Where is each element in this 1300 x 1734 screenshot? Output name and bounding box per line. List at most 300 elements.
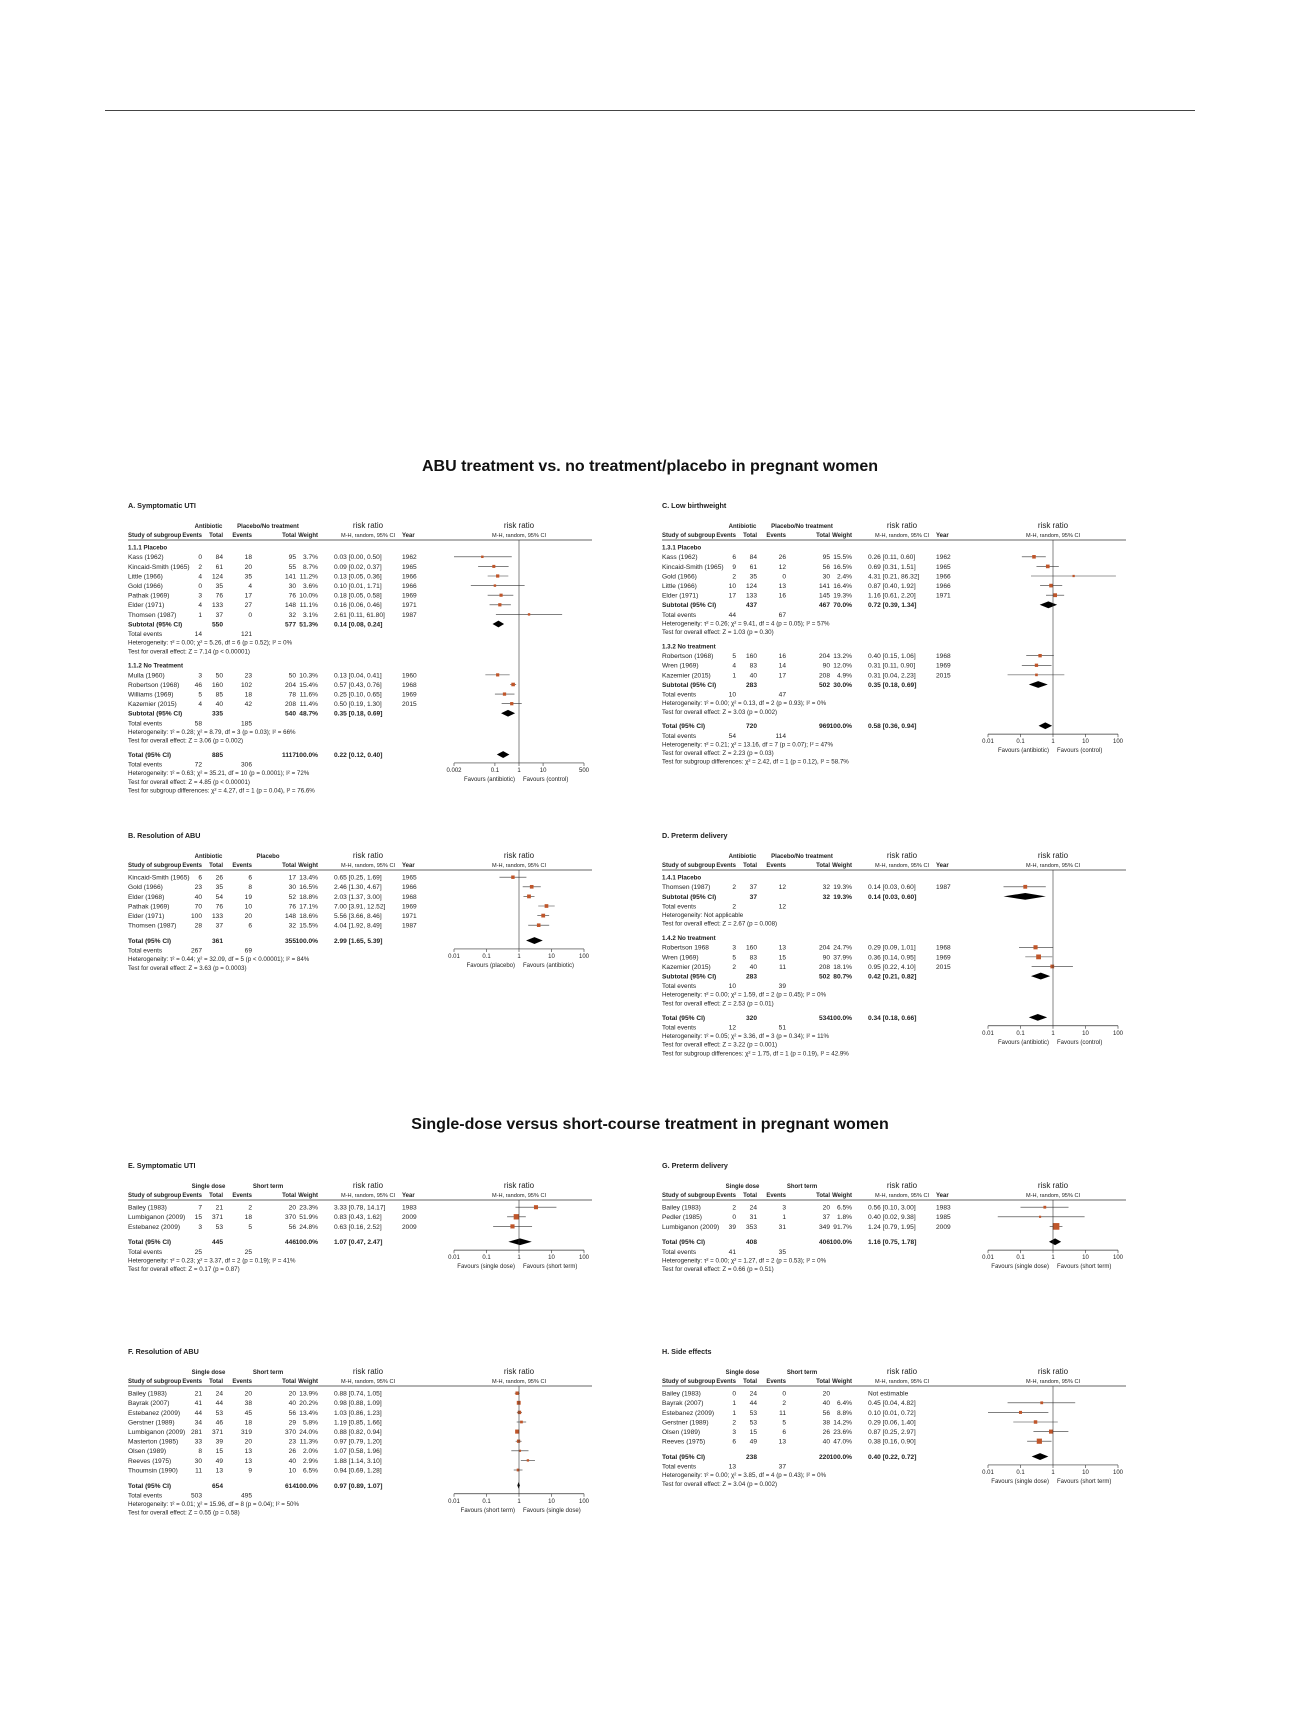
events2-total: 39 — [778, 983, 786, 991]
ci-cell: 0.50 [0.19, 1.30] — [334, 701, 382, 709]
weight-cell: 19.3% — [833, 884, 852, 892]
effect-marker — [1046, 565, 1050, 569]
total2-cell: 78 — [288, 691, 296, 699]
group1-header: Single dose — [191, 1370, 226, 1376]
total2-header: Total — [816, 533, 830, 539]
study-name: Wren (1969) — [662, 954, 699, 962]
total2-cell: 50 — [288, 672, 296, 680]
study-name: Thomsen (1987) — [128, 922, 177, 930]
summary-diamond — [1004, 893, 1046, 900]
year-cell: 1966 — [402, 884, 417, 892]
total2-cell: 32 — [288, 922, 296, 930]
total-events-label: Total events — [662, 611, 697, 619]
total1-cell: 133 — [211, 913, 223, 920]
events2-cell: 12 — [778, 884, 786, 892]
total2-cell: 40 — [822, 1438, 830, 1446]
total1-cell: 31 — [749, 1214, 757, 1222]
total2-cell: 502 — [818, 973, 830, 981]
weight-cell: 100.0% — [829, 723, 852, 731]
weight-cell: 100.0% — [295, 1239, 318, 1247]
events1-cell: 30 — [194, 1457, 202, 1465]
ci-header: risk ratio — [886, 521, 918, 530]
plot-header: risk ratio — [503, 1367, 535, 1376]
total2-cell: 220 — [818, 1453, 830, 1461]
ci-cell: 0.14 [0.03, 0.60] — [868, 893, 917, 901]
total-events-label: Total events — [662, 983, 697, 991]
events2-cell: 13 — [778, 583, 786, 590]
events2-cell: 13 — [778, 944, 786, 952]
weight-cell: 15.5% — [833, 554, 852, 562]
summary-label: Total (95% CI) — [662, 723, 706, 731]
x-tick-label: 0.01 — [982, 739, 994, 746]
total2-cell: 208 — [284, 701, 296, 709]
stats-note: Test for overall effect: Z = 0.55 (p = 0.58) — [128, 1509, 240, 1517]
ci-cell: 4.04 [1.92, 8.49] — [334, 922, 382, 930]
weight-cell: 4.9% — [836, 672, 852, 680]
total2-cell: 40 — [288, 1457, 296, 1465]
total2-header: Total — [282, 1379, 296, 1385]
events1-cell: 1 — [732, 672, 736, 680]
study-name: Kass (1962) — [128, 554, 164, 562]
study-name: Thomsen (1987) — [662, 884, 711, 892]
stats-note: Test for overall effect: Z = 2.53 (p = 0.01) — [662, 1000, 774, 1008]
events1-header: Events — [182, 1193, 202, 1199]
events1-total: 14 — [194, 631, 202, 638]
ci-cell: 1.88 [1.14, 3.10] — [334, 1457, 382, 1465]
ci-cell: 0.03 [0.00, 0.50] — [334, 554, 382, 562]
ci-subheader: M-H, random, 95% CI — [874, 1379, 930, 1385]
summary-diamond — [497, 751, 510, 758]
effect-marker — [496, 574, 499, 577]
ci-cell: 0.22 [0.12, 0.40] — [334, 751, 383, 759]
events2-total: 114 — [775, 732, 786, 740]
ci-cell: 0.88 [0.82, 0.94] — [334, 1429, 382, 1436]
year-cell: 1966 — [402, 583, 417, 590]
total2-cell: 56 — [822, 1409, 830, 1417]
ci-cell: 0.14 [0.03, 0.60] — [868, 884, 916, 892]
stats-note: Test for subgroup differences: χ² = 4.27, df = 1 (p = 0.04), I² = 76.6% — [128, 787, 315, 795]
group1-header: Antibiotic — [728, 854, 757, 860]
effect-marker — [511, 683, 515, 687]
total1-cell: 37 — [749, 893, 757, 901]
events1-cell: 9 — [732, 563, 736, 571]
total2-cell: 349 — [818, 1223, 830, 1231]
x-tick-label: 0.01 — [982, 1255, 994, 1262]
summary-diamond — [1031, 973, 1050, 980]
study-column-header: Study of subgroup — [128, 533, 182, 539]
year-cell: 2015 — [402, 701, 417, 709]
events1-cell: 0 — [198, 554, 202, 562]
favours-left-label: Favours (antibiotic) — [463, 776, 515, 783]
total2-cell: 355 — [284, 937, 296, 945]
weight-cell: 13.9% — [299, 1390, 318, 1398]
weight-cell: 18.8% — [299, 893, 318, 901]
study-name: Thomsen (1987) — [128, 611, 177, 619]
panel-title: B. Resolution of ABU — [128, 831, 201, 840]
total1-cell: 445 — [211, 1239, 223, 1247]
events2-cell: 2 — [782, 1400, 786, 1408]
total2-cell: 20 — [288, 1204, 296, 1212]
events1-cell: 33 — [194, 1438, 202, 1446]
year-cell: 1965 — [936, 563, 951, 571]
summary-label: Subtotal (95% CI) — [128, 621, 183, 629]
total1-cell: 283 — [745, 973, 757, 981]
events2-cell: 16 — [778, 653, 786, 661]
events2-header: Events — [232, 1379, 252, 1385]
total2-cell: 208 — [818, 672, 830, 680]
x-tick-label: 1 — [517, 767, 521, 774]
weight-cell: 16.5% — [833, 563, 852, 571]
effect-marker — [1053, 593, 1057, 597]
weight-cell: 13.4% — [299, 1409, 318, 1417]
events2-cell: 8 — [248, 884, 252, 892]
study-name: Elder (1968) — [128, 893, 165, 901]
ci-cell: 7.00 [3.91, 12.52] — [334, 903, 386, 911]
ci-cell: 0.97 [0.79, 1.20] — [334, 1438, 382, 1446]
total1-cell: 124 — [745, 583, 757, 590]
x-tick-label: 100 — [1112, 1255, 1124, 1262]
events2-cell: 11 — [779, 1409, 786, 1417]
total1-cell: 15 — [215, 1448, 223, 1456]
total2-cell: 141 — [818, 583, 830, 590]
group2-header: Placebo — [256, 854, 280, 860]
year-cell: 1983 — [402, 1204, 417, 1212]
events1-cell: 2 — [732, 573, 736, 581]
stats-note: Test for overall effect: Z = 3.22 (p = 0.001) — [662, 1041, 778, 1049]
events2-cell: 102 — [240, 681, 252, 689]
stats-note: Test for subgroup differences: χ² = 1.75, df = 1 (p = 0.19), I² = 42.9% — [662, 1050, 849, 1058]
total1-cell: 40 — [215, 701, 223, 709]
stats-note: Heterogeneity: τ² = 0.00; χ² = 0.13, df = 2 (p = 0.93); I² = 0% — [662, 700, 827, 708]
weight-cell: 24.0% — [299, 1429, 318, 1436]
year-cell: 1966 — [402, 573, 417, 581]
total1-cell: 37 — [749, 884, 757, 892]
events2-total: 67 — [778, 611, 786, 619]
stats-note: Heterogeneity: τ² = 0.05; χ² = 3.36, df = 3 (p = 0.34); I² = 11% — [662, 1033, 830, 1040]
stats-note: Heterogeneity: τ² = 0.00; χ² = 3.85, df = 4 (p = 0.43); I² = 0% — [662, 1472, 827, 1480]
x-tick-label: 1 — [1051, 1469, 1055, 1476]
weight-cell: 13.2% — [833, 653, 852, 661]
events1-cell: 0 — [732, 1390, 736, 1398]
total1-cell: 26 — [215, 874, 223, 882]
total-events-label: Total events — [662, 903, 697, 911]
effect-marker — [1039, 1216, 1041, 1218]
events1-cell: 6 — [732, 1438, 736, 1446]
events2-cell: 2 — [248, 1204, 252, 1212]
events2-cell: 19 — [244, 893, 252, 901]
total1-cell: 133 — [211, 602, 223, 610]
events2-total: 185 — [240, 720, 252, 728]
events1-cell: 4 — [198, 701, 202, 709]
total1-cell: 24 — [215, 1390, 223, 1398]
effect-marker — [1037, 1439, 1042, 1444]
forest-plot-c — [662, 500, 1182, 776]
events1-total: 58 — [194, 720, 202, 728]
effect-marker — [1019, 1411, 1022, 1414]
forest-plot-a — [128, 500, 648, 805]
total2-header: Total — [282, 1193, 296, 1199]
ci-cell: 0.10 [0.01, 0.72] — [868, 1409, 916, 1417]
weight-cell: 51.9% — [299, 1214, 318, 1222]
total1-cell: 35 — [215, 583, 223, 590]
ci-header: risk ratio — [352, 1367, 384, 1376]
panel-title: E. Symptomatic UTI — [128, 1161, 196, 1170]
plot-subheader: M-H, random, 95% CI — [1025, 1193, 1081, 1199]
events1-cell: 41 — [194, 1400, 202, 1408]
year-cell: 1968 — [402, 681, 417, 689]
events1-cell: 2 — [732, 1204, 736, 1212]
effect-marker — [503, 692, 506, 695]
events2-header: Events — [766, 863, 786, 869]
events1-cell: 39 — [728, 1223, 736, 1231]
ci-cell: 0.58 [0.36, 0.94] — [868, 723, 917, 731]
weight-cell: 2.0% — [302, 1448, 318, 1456]
events1-cell: 6 — [198, 874, 202, 882]
favours-left-label: Favours (placebo) — [466, 962, 515, 969]
ci-header: risk ratio — [886, 1181, 918, 1190]
effect-marker — [1050, 965, 1054, 969]
plot-subheader: M-H, random, 95% CI — [491, 863, 547, 869]
weight-header: Weight — [298, 533, 318, 539]
total2-cell: 38 — [822, 1419, 830, 1427]
total1-cell: 437 — [745, 602, 757, 610]
events1-cell: 70 — [194, 903, 202, 911]
weight-cell: 100.0% — [829, 1014, 852, 1022]
section-title-single-vs-short: Single-dose versus short-course treatment in pregnant women — [411, 1116, 889, 1133]
x-tick-label: 1 — [517, 1255, 521, 1262]
total2-cell: 40 — [822, 1400, 830, 1408]
group1-header: Antibiotic — [194, 524, 223, 530]
plot-header: risk ratio — [1037, 1367, 1069, 1376]
events2-cell: 45 — [244, 1409, 252, 1417]
weight-cell: 18.6% — [299, 913, 318, 920]
year-cell: 1966 — [936, 583, 951, 590]
events2-total: 47 — [778, 691, 786, 699]
study-name: Kass (1962) — [662, 554, 698, 562]
plot-subheader: M-H, random, 95% CI — [1025, 533, 1081, 539]
total2-cell: 90 — [822, 954, 830, 962]
ci-cell: 0.57 [0.43, 0.76] — [334, 681, 382, 689]
stats-note: Test for overall effect: Z = 2.67 (p = 0.008) — [662, 920, 778, 928]
favours-right-label: Favours (short term) — [1057, 1264, 1112, 1271]
stats-note: Test for overall effect: Z = 7.14 (p < 0.00001) — [128, 648, 250, 656]
study-name: Kazemier (2015) — [128, 701, 177, 709]
events2-cell: 0 — [248, 611, 252, 619]
ci-cell: 0.42 [0.21, 0.82] — [868, 973, 917, 981]
study-name: Lumbiganon (2009) — [128, 1429, 186, 1436]
events1-total: 72 — [194, 761, 202, 769]
events1-cell: 40 — [194, 893, 202, 901]
plot-subheader: M-H, random, 95% CI — [491, 533, 547, 539]
effect-marker — [537, 923, 541, 927]
events1-total: 41 — [728, 1248, 736, 1256]
year-header: Year — [402, 1193, 415, 1199]
year-cell: 1969 — [402, 592, 417, 600]
total2-cell: 26 — [288, 1448, 296, 1456]
effect-marker — [534, 1205, 538, 1209]
ci-cell: 0.36 [0.14, 0.95] — [868, 954, 916, 962]
x-tick-label: 100 — [1112, 739, 1124, 746]
group1-header: Single dose — [725, 1184, 760, 1190]
effect-marker — [514, 1214, 519, 1219]
total2-cell: 204 — [818, 653, 830, 661]
total1-cell: 54 — [215, 893, 223, 901]
total2-header: Total — [816, 863, 830, 869]
events2-cell: 42 — [244, 701, 252, 709]
x-tick-label: 100 — [578, 953, 590, 960]
ci-subheader: M-H, random, 95% CI — [340, 1379, 396, 1385]
effect-marker — [511, 875, 514, 878]
events2-total: 51 — [778, 1024, 786, 1032]
weight-cell: 3.1% — [302, 611, 318, 619]
weight-cell: 14.2% — [833, 1419, 852, 1427]
study-name: Gold (1966) — [128, 583, 163, 590]
events2-header: Events — [232, 1193, 252, 1199]
study-name: Little (1966) — [662, 583, 697, 590]
year-cell: 1983 — [936, 1204, 951, 1212]
total1-cell: 61 — [215, 563, 223, 571]
weight-header: Weight — [832, 1379, 852, 1385]
total1-cell: 50 — [215, 672, 223, 680]
events2-total: 12 — [778, 903, 786, 911]
events1-cell: 1 — [732, 1400, 736, 1408]
events2-total: 35 — [778, 1248, 786, 1256]
stats-note: Heterogeneity: τ² = 0.23; χ² = 3.37, df = 2 (p = 0.19); I² = 41% — [128, 1257, 296, 1265]
x-tick-label: 10 — [548, 1255, 555, 1262]
effect-marker — [494, 584, 496, 586]
events2-cell: 20 — [244, 913, 252, 920]
stats-note: Heterogeneity: τ² = 0.28; χ² = 8.79, df = 3 (p = 0.03); I² = 66% — [128, 728, 296, 736]
study-name: Kazemier (2015) — [662, 672, 711, 680]
plot-subheader: M-H, random, 95% CI — [1025, 1379, 1081, 1385]
x-tick-label: 100 — [1112, 1030, 1124, 1037]
ci-cell: 0.09 [0.02, 0.37] — [334, 563, 382, 571]
total1-cell: 335 — [211, 710, 223, 718]
events1-total: 2 — [732, 903, 736, 911]
forest-plot-svg — [662, 1160, 1182, 1284]
ci-cell: 2.46 [1.30, 4.67] — [334, 884, 382, 892]
total1-cell: 320 — [745, 1014, 757, 1022]
panel-title: D. Preterm delivery — [662, 831, 728, 840]
study-name: Kazemier (2015) — [662, 963, 711, 971]
events2-cell: 14 — [778, 662, 786, 670]
stats-note: Test for overall effect: Z = 2.23 (p = 0.03) — [662, 750, 774, 758]
weight-cell: 47.0% — [833, 1438, 852, 1446]
x-tick-label: 100 — [578, 1498, 590, 1505]
plot-header: risk ratio — [1037, 1181, 1069, 1190]
ci-cell: 1.03 [0.86, 1.23] — [334, 1409, 382, 1417]
events1-header: Events — [182, 533, 202, 539]
total1-cell: 49 — [749, 1438, 757, 1446]
ci-cell: 0.34 [0.18, 0.66] — [868, 1014, 917, 1022]
total-events-label: Total events — [128, 720, 163, 728]
weight-header: Weight — [298, 1193, 318, 1199]
study-name: Robertson 1968 — [662, 944, 709, 952]
effect-marker — [492, 565, 495, 568]
events2-cell: 38 — [244, 1400, 252, 1408]
total1-cell: 85 — [215, 691, 223, 699]
ci-cell: 4.31 [0.21, 86.32] — [868, 573, 920, 581]
x-tick-label: 0.01 — [448, 1498, 460, 1505]
weight-cell: 15.5% — [299, 922, 318, 930]
subgroup-label: 1.4.2 No treatment — [662, 935, 716, 943]
effect-marker — [1036, 954, 1041, 959]
year-cell: 1987 — [402, 922, 417, 930]
weight-cell: 5.8% — [302, 1419, 318, 1427]
stats-note: Test for overall effect: Z = 3.63 (p = 0.0003) — [128, 964, 247, 972]
forest-plot-d — [662, 830, 1182, 1068]
stats-note: Heterogeneity: τ² = 0.63; χ² = 35.21, df = 10 (p = 0.0001); I² = 72% — [128, 770, 310, 778]
year-cell: 1962 — [402, 554, 417, 562]
stats-note: Test for overall effect: Z = 3.03 (p = 0.002) — [662, 708, 778, 716]
ci-cell: 0.94 [0.69, 1.28] — [334, 1467, 382, 1475]
x-tick-label: 10 — [548, 1498, 555, 1505]
events2-cell: 23 — [244, 672, 252, 680]
events1-cell: 4 — [732, 662, 736, 670]
effect-marker — [527, 895, 531, 899]
forest-plot-g — [662, 1160, 1182, 1284]
favours-left-label: Favours (single dose) — [991, 1478, 1049, 1485]
events2-cell: 13 — [778, 1438, 786, 1446]
study-name: Pedler (1985) — [662, 1214, 702, 1222]
total2-cell: 540 — [284, 710, 296, 718]
forest-plot-h — [662, 1346, 1182, 1498]
effect-marker — [515, 1391, 518, 1394]
ci-cell: 0.14 [0.08, 0.24] — [334, 621, 383, 629]
ci-header: risk ratio — [886, 851, 918, 860]
x-tick-label: 0.1 — [1016, 1469, 1025, 1476]
weight-cell: 11.6% — [299, 691, 318, 699]
total2-cell: 56 — [288, 1409, 296, 1417]
total1-cell: 61 — [749, 563, 757, 571]
events1-total: 54 — [728, 732, 736, 740]
stats-note: Test for subgroup differences: χ² = 2.42, df = 1 (p = 0.12), I² = 58.7% — [662, 758, 849, 766]
total2-cell: 10 — [288, 1467, 296, 1475]
year-cell: 1969 — [936, 954, 951, 962]
ci-cell: 0.69 [0.31, 1.51] — [868, 563, 916, 571]
favours-left-label: Favours (single dose) — [457, 1264, 515, 1271]
summary-label: Total (95% CI) — [662, 1014, 706, 1022]
weight-cell: 1.8% — [836, 1214, 852, 1222]
forest-plot-svg — [662, 1346, 1182, 1498]
summary-diamond — [1039, 722, 1053, 729]
weight-header: Weight — [298, 1379, 318, 1385]
events2-cell: 20 — [244, 1438, 252, 1446]
stats-note: Heterogeneity: τ² = 0.21; χ² = 13.16, df = 7 (p = 0.07); I² = 47% — [662, 741, 833, 749]
total-events-label: Total events — [128, 1492, 163, 1500]
ci-cell: Not estimable — [868, 1390, 909, 1398]
study-name: Estebanez (2009) — [662, 1409, 715, 1417]
events2-cell: 20 — [244, 563, 252, 571]
ci-cell: 2.99 [1.65, 5.39] — [334, 937, 383, 945]
ci-header: risk ratio — [352, 1181, 384, 1190]
events1-cell: 3 — [198, 1223, 202, 1231]
ci-subheader: M-H, random, 95% CI — [874, 863, 930, 869]
total2-cell: 20 — [822, 1390, 830, 1398]
weight-cell: 100.0% — [295, 1482, 318, 1490]
events2-cell: 12 — [778, 563, 786, 571]
weight-cell: 100.0% — [829, 1453, 852, 1461]
ci-cell: 0.56 [0.10, 3.00] — [868, 1204, 916, 1212]
total1-header: Total — [743, 1379, 757, 1385]
ci-cell: 0.13 [0.05, 0.36] — [334, 573, 382, 581]
events2-cell: 17 — [244, 592, 252, 600]
favours-left-label: Favours (single dose) — [991, 1264, 1049, 1271]
year-cell: 2009 — [936, 1223, 951, 1231]
subgroup-label: 1.4.1 Placebo — [662, 874, 702, 882]
stats-note: Test for overall effect: Z = 4.85 (p < 0.00001) — [128, 778, 250, 786]
study-name: Robertson (1968) — [128, 681, 180, 689]
